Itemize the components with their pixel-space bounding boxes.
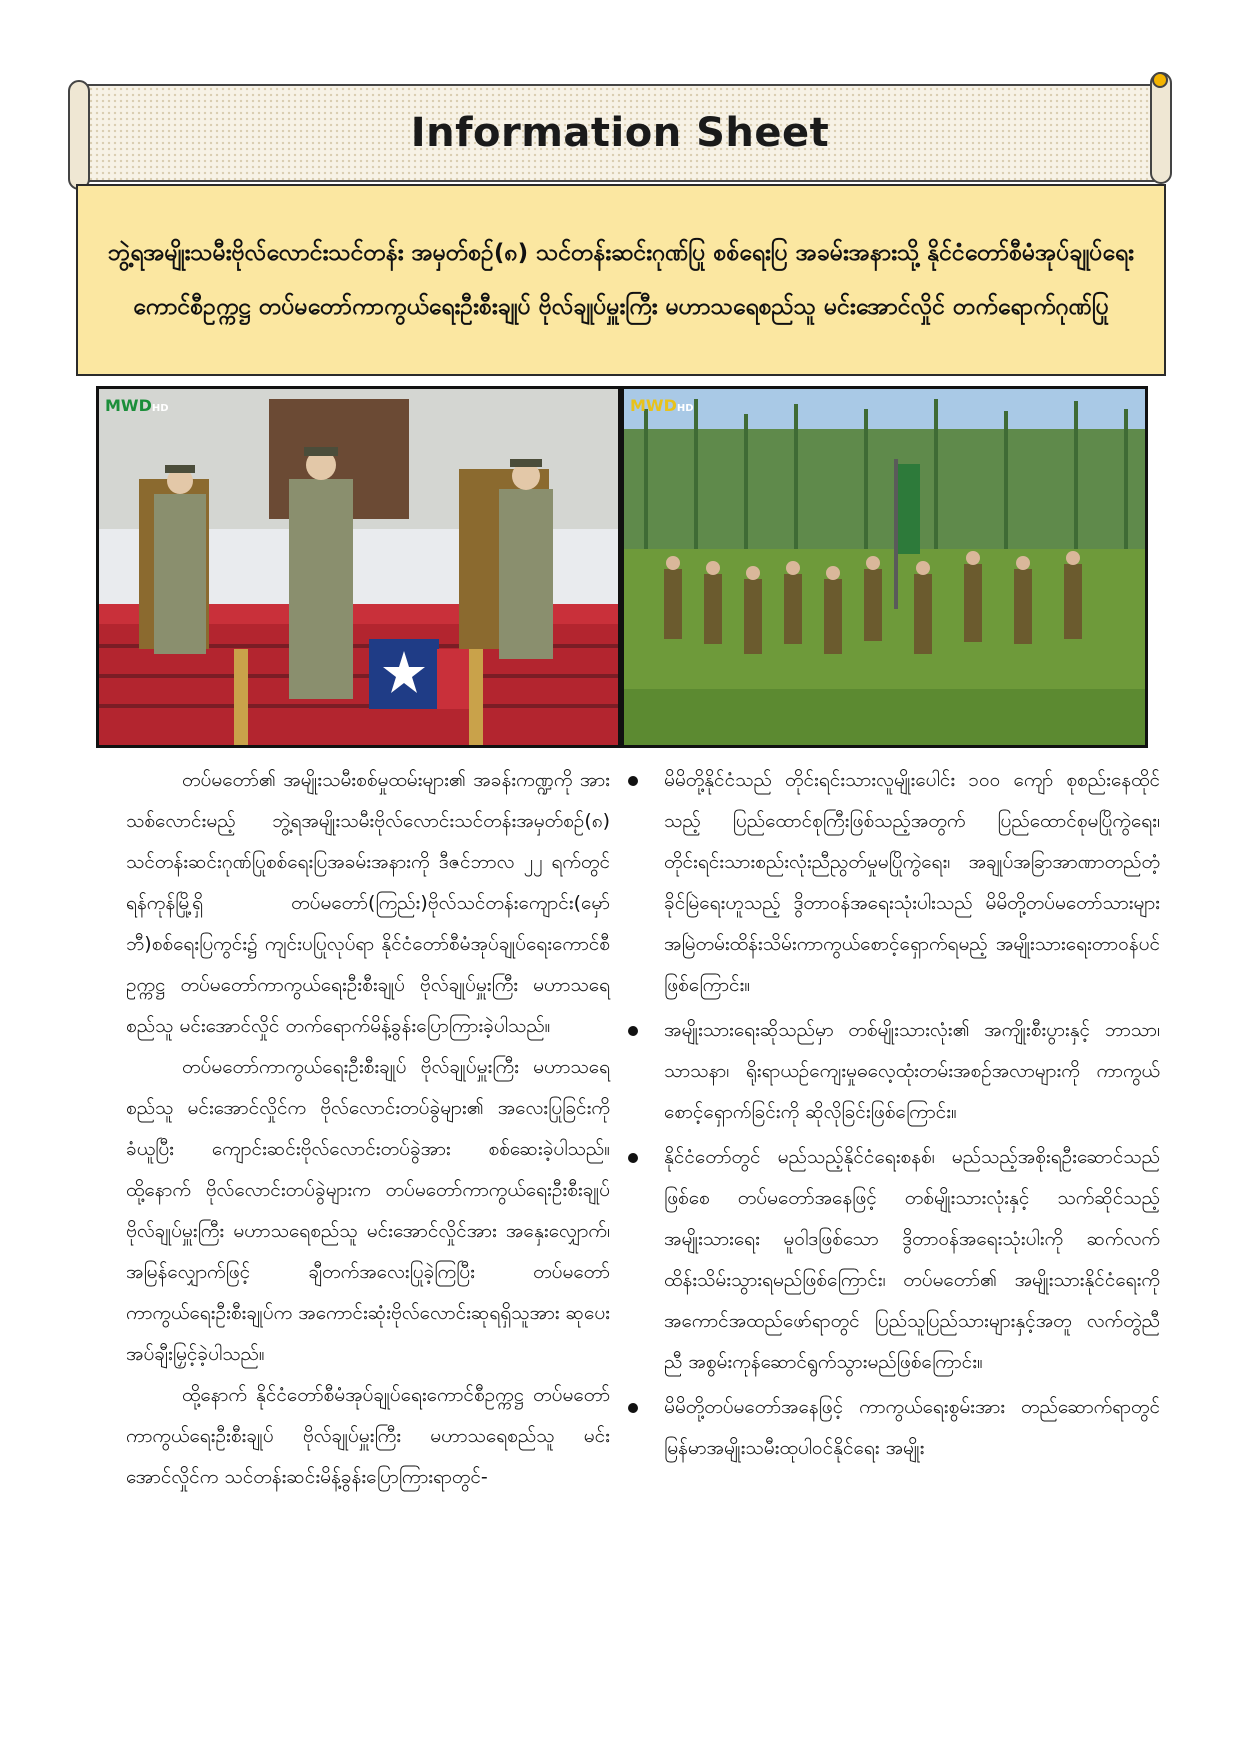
mwd-logo-left: MWDHD: [105, 396, 169, 415]
hd-logo-suffix-left: HD: [151, 403, 169, 414]
body-left-column: [126, 760, 610, 1498]
ceremony-stage-image: [99, 389, 618, 745]
paragraph: ထို့နောက် နိုင်ငံတော်စီမံအုပ်ချုပ်ရေးကောင်စီဥက္ကဋ္ဌ တပ်မတော်ကာကွယ်ရေးဦးစီးချုပ် ဗိုလ်ချုပ်မှူးကြီး မဟာသရေစည်သူ မင်းအောင်လှိုင်က သင်တန်းဆင်းမိန့်ခွန်းပြောကြားရာတွင်-: [126, 1384, 610, 1488]
scroll-roll-left: [68, 80, 90, 190]
bullet-item: အမျိုးသားရေးဆိုသည်မှာ တစ်မျိုးသားလုံး၏ အကျိုးစီးပွားနှင့် ဘာသာ၊ သာသနာ၊ ရိုးရာယဉ်ကျေးမှုဓလေ့ထုံးတမ်းအစဉ်အလာများကို ကာကွယ်စောင့်ရှောက်ခြင်းကို ဆိုလိုခြင်းဖြစ်ကြောင်း။: [636, 1010, 1160, 1133]
page-title: Information Sheet: [410, 110, 830, 156]
parade-image: [624, 389, 1145, 745]
headline-text: ဘွဲ့ရအမျိုးသမီးဗိုလ်လောင်းသင်တန်း အမှတ်စဉ်(၈) သင်တန်းဆင်းဂုဏ်ပြု စစ်ရေးပြ အခမ်းအနားသို့ နိုင်ငံတော်စီမံအုပ်ချုပ်ရေးကောင်စီဥက္ကဋ္ဌ တပ်မတော်ကာကွယ်ရေးဦးစီးချုပ် ဗိုလ်ချုပ်မှူးကြီး မဟာသရေစည်သူ မင်းအောင်လှိုင် တက်ရောက်ဂုဏ်ပြု: [108, 240, 1134, 320]
body-right-column: [636, 760, 1160, 1473]
scroll-curl-icon: [1152, 72, 1168, 88]
scroll-roll-right: [1150, 72, 1172, 184]
headline-box: [76, 184, 1166, 376]
bullet-item: မိမိတို့နိုင်ငံသည် တိုင်းရင်းသားလူမျိုးပေါင်း ၁၀၀ ကျော် စုစည်းနေထိုင်သည့် ပြည်ထောင်စုကြီးဖြစ်သည့်အတွက် ပြည်ထောင်စုမပြိုကွဲရေး၊ တိုင်းရင်းသားစည်းလုံးညီညွတ်မှုမပြိုကွဲရေး၊ အချုပ်အခြာအာဏာတည်တံ့ခိုင်မြဲရေးဟူသည့် ဒွိတာဝန်အရေးသုံးပါးသည် မိမိတို့တပ်မတော်သားများ အမြဲတမ်းထိန်းသိမ်းကာကွယ်စောင့်ရှောက်ရမည့် အမျိုးသားရေးတာဝန်ပင်ဖြစ်ကြောင်း။: [636, 760, 1160, 1006]
hd-logo-suffix-right: HD: [676, 403, 694, 414]
mwd-logo-right: MWDHD: [630, 396, 694, 415]
bullet-item: နိုင်ငံတော်တွင် မည်သည့်နိုင်ငံရေးစနစ်၊ မည်သည့်အစိုးရဦးဆောင်သည်ဖြစ်စေ တပ်မတော်အနေဖြင့် တစ်မျိုးသားလုံးနှင့် သက်ဆိုင်သည့်အမျိုးသားရေး မူဝါဒဖြစ်သော ဒွိတာဝန်အရေးသုံးပါးကို ဆက်လက်ထိန်းသိမ်းသွားရမည်ဖြစ်ကြောင်း၊ တပ်မတော်၏ အမျိုးသားနိုင်ငံရေးကို အကောင်အထည်ဖော်ရာတွင် ပြည်သူပြည်သားများနှင့်အတူ လက်တွဲညီညီ အစွမ်းကုန်ဆောင်ရွက်သွားမည်ဖြစ်ကြောင်း။: [636, 1137, 1160, 1383]
bullet-item: မိမိတို့တပ်မတော်အနေဖြင့် ကာကွယ်ရေးစွမ်းအား တည်ဆောက်ရာတွင် မြန်မာအမျိုးသမီးထုပါဝင်နိုင်ရေး အမျိုး: [636, 1387, 1160, 1469]
photo-parade: [621, 386, 1148, 748]
paragraph: တပ်မတော်ကာကွယ်ရေးဦးစီးချုပ် ဗိုလ်ချုပ်မှူးကြီး မဟာသရေစည်သူ မင်းအောင်လှိုင်က ဗိုလ်လောင်းတပ်ခွဲများ၏ အလေးပြုခြင်းကိုခံယူပြီး ကျောင်းဆင်းဗိုလ်လောင်းတပ်ခွဲအား စစ်ဆေးခဲ့ပါသည်။ ထို့နောက် ဗိုလ်လောင်းတပ်ခွဲများက တပ်မတော်ကာကွယ်ရေးဦးစီးချုပ် ဗိုလ်ချုပ်မှူးကြီး မဟာသရေစည်သူ မင်းအောင်လှိုင်အား အနှေးလျှောက်၊ အမြန်လျှောက်ဖြင့် ချီတက်အလေးပြုခဲ့ကြပြီး တပ်မတော်ကာကွယ်ရေးဦးစီးချုပ်က အကောင်းဆုံးဗိုလ်လောင်းဆုရရှိသူအား ဆုပေးအပ်ချီးမြှင့်ခဲ့ပါသည်။: [126, 1056, 610, 1365]
bullet-list: [636, 760, 1160, 1469]
paragraph: တပ်မတော်၏ အမျိုးသမီးစစ်မှုထမ်းများ၏ အခန်းကဏ္ဍကို အားသစ်လောင်းမည့် ဘွဲ့ရအမျိုးသမီးဗိုလ်လောင်းသင်တန်းအမှတ်စဉ်(၈) သင်တန်းဆင်းဂုဏ်ပြုစစ်ရေးပြအခမ်းအနားကို ဒီဇင်ဘာလ ၂၂ ရက်တွင် ရန်ကုန်မြို့ရှိ တပ်မတော်(ကြည်း)ဗိုလ်သင်တန်းကျောင်း(မှော်ဘီ)စစ်ရေးပြကွင်း၌ ကျင်းပပြုလုပ်ရာ နိုင်ငံတော်စီမံအုပ်ချုပ်ရေးကောင်စီဥက္ကဋ္ဌ တပ်မတော်ကာကွယ်ရေးဦးစီးချုပ် ဗိုလ်ချုပ်မှူးကြီး မဟာသရေစည်သူ မင်းအောင်လှိုင် တက်ရောက်မိန့်ခွန်းပြောကြားခဲ့ပါသည်။: [126, 769, 610, 1037]
photo-ceremony-stage: [96, 386, 621, 748]
